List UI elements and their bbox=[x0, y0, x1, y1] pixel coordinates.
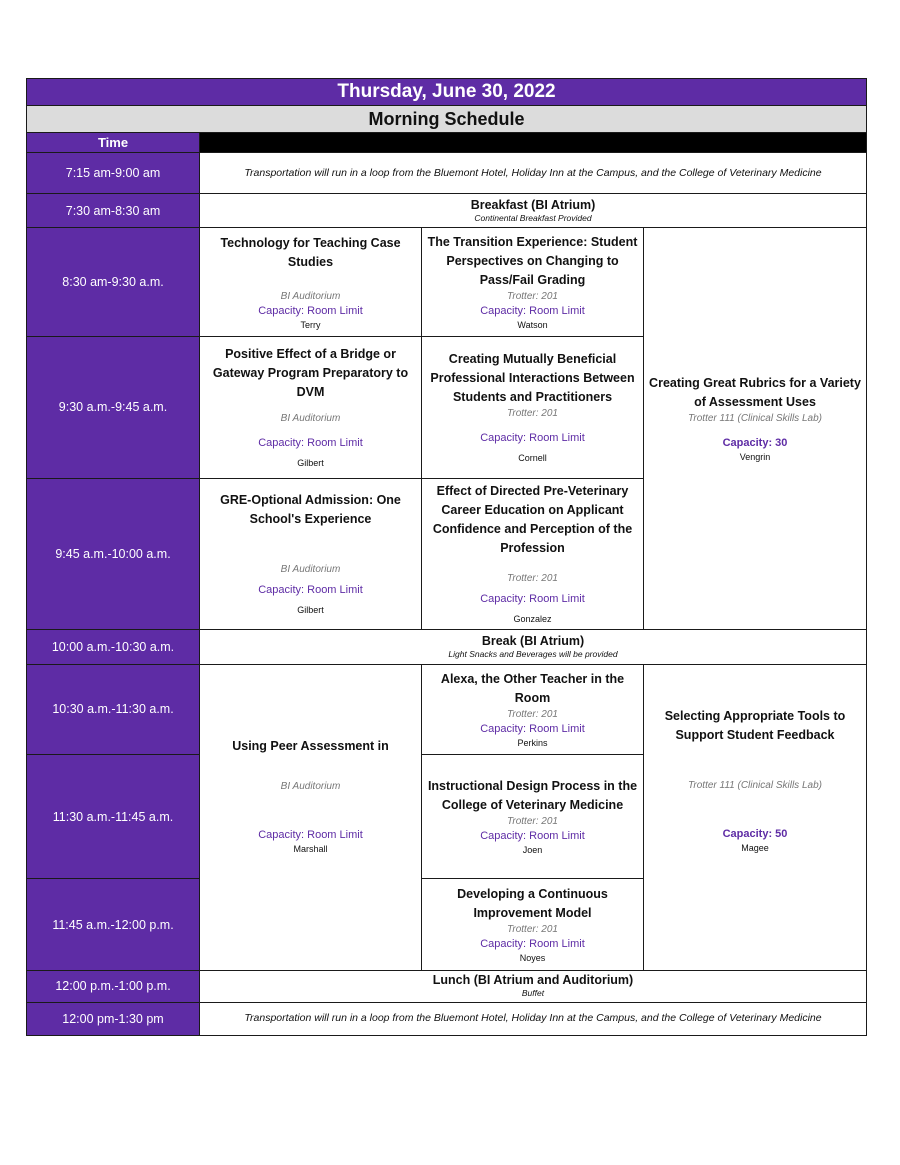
session-location: Trotter 111 (Clinical Skills Lab) bbox=[688, 413, 822, 425]
header-black-bar bbox=[200, 133, 867, 153]
breakfast-cell bbox=[200, 194, 867, 228]
session-capacity: Capacity: Room Limit bbox=[258, 584, 363, 597]
time-slot: 10:30 a.m.-11:30 a.m. bbox=[27, 664, 200, 754]
session-cell bbox=[200, 228, 422, 336]
lunch-subtitle: Buffet bbox=[521, 988, 545, 999]
time-slot: 7:15 am-9:00 am bbox=[27, 153, 200, 194]
session-title: Creating Mutually Beneficial Professional Interactions Between Students and Practitioners bbox=[430, 352, 635, 405]
time-column-header: Time bbox=[27, 133, 200, 153]
session-location: Trotter: 201 bbox=[507, 573, 558, 585]
session-capacity: Capacity: Room Limit bbox=[258, 437, 363, 450]
session-cell bbox=[644, 228, 867, 629]
session-speaker: Noyes bbox=[519, 953, 546, 964]
breakfast-subtitle: Continental Breakfast Provided bbox=[474, 212, 592, 223]
session-location: Trotter: 201 bbox=[507, 408, 558, 420]
session-cell bbox=[422, 228, 644, 336]
schedule-subtitle: Morning Schedule bbox=[27, 106, 867, 133]
session-cell bbox=[422, 479, 644, 629]
session-location: Trotter 111 (Clinical Skills Lab) bbox=[688, 779, 822, 791]
session-location: Trotter: 201 bbox=[507, 291, 558, 303]
session-title: Effect of Directed Pre-Veterinary Career Education on Applicant Confidence and Perception of the Profession bbox=[432, 484, 633, 556]
session-title: Positive Effect of a Bridge or Gateway Program Preparatory to DVM bbox=[212, 347, 409, 400]
time-slot: 12:00 pm-1:30 pm bbox=[27, 1002, 200, 1035]
session-location: BI Auditorium bbox=[280, 290, 341, 302]
session-speaker: Gilbert bbox=[297, 458, 324, 469]
session-location: Trotter: 201 bbox=[507, 708, 558, 720]
session-capacity: Capacity: Room Limit bbox=[480, 432, 585, 445]
session-speaker: Marshall bbox=[293, 843, 328, 854]
session-title: Creating Great Rubrics for a Variety of Assessment Uses bbox=[649, 376, 861, 410]
session-speaker: Vengrin bbox=[739, 452, 771, 463]
lunch-cell bbox=[200, 970, 867, 1002]
session-location: Trotter: 201 bbox=[507, 924, 558, 936]
date-title: Thursday, June 30, 2022 bbox=[27, 79, 867, 106]
breakfast-title: Breakfast (BI Atrium) bbox=[470, 197, 596, 212]
transportation-note: Transportation will run in a loop from the Bluemont Hotel, Holiday Inn at the Campus, and the College of Veterinary Medicine bbox=[200, 153, 867, 194]
time-slot: 11:30 a.m.-11:45 a.m. bbox=[27, 755, 200, 879]
session-location: Trotter: 201 bbox=[507, 816, 558, 828]
session-title: GRE-Optional Admission: One School's Experience bbox=[220, 493, 401, 527]
session-title: Alexa, the Other Teacher in the Room bbox=[440, 671, 625, 705]
session-title: Using Peer Assessment in bbox=[232, 738, 389, 753]
break-cell bbox=[200, 629, 867, 664]
schedule-table bbox=[26, 78, 867, 1036]
break-title: Break (BI Atrium) bbox=[481, 633, 585, 648]
session-capacity: Capacity: Room Limit bbox=[480, 305, 585, 318]
session-location: BI Auditorium bbox=[280, 780, 341, 792]
time-slot: 11:45 a.m.-12:00 p.m. bbox=[27, 879, 200, 970]
session-speaker: Perkins bbox=[517, 737, 548, 748]
session-cell bbox=[422, 879, 644, 970]
session-capacity: Capacity: Room Limit bbox=[480, 593, 585, 606]
session-capacity: Capacity: Room Limit bbox=[258, 828, 363, 841]
lunch-title: Lunch (BI Atrium and Auditorium) bbox=[432, 973, 634, 988]
session-speaker: Terry bbox=[300, 319, 321, 330]
session-capacity: Capacity: Room Limit bbox=[480, 830, 585, 843]
session-location: BI Auditorium bbox=[280, 564, 341, 576]
session-cell bbox=[422, 336, 644, 478]
session-title: Developing a Continuous Improvement Model bbox=[457, 887, 608, 921]
time-slot: 7:30 am-8:30 am bbox=[27, 194, 200, 228]
session-cell bbox=[422, 755, 644, 879]
time-slot: 9:30 a.m.-9:45 a.m. bbox=[27, 336, 200, 478]
session-capacity: Capacity: Room Limit bbox=[480, 938, 585, 951]
session-speaker: Cornell bbox=[518, 453, 547, 464]
session-cell bbox=[200, 664, 422, 970]
session-title: Selecting Appropriate Tools to Support Student Feedback bbox=[664, 708, 846, 742]
session-capacity: Capacity: Room Limit bbox=[258, 304, 363, 317]
session-speaker: Magee bbox=[741, 842, 769, 853]
time-slot: 10:00 a.m.-10:30 a.m. bbox=[27, 629, 200, 664]
session-cell bbox=[644, 664, 867, 970]
session-title: The Transition Experience: Student Perspectives on Changing to Pass/Fail Grading bbox=[427, 235, 638, 288]
session-speaker: Gilbert bbox=[297, 605, 324, 616]
session-speaker: Joen bbox=[522, 845, 543, 856]
time-slot: 9:45 a.m.-10:00 a.m. bbox=[27, 479, 200, 629]
time-slot: 8:30 am-9:30 a.m. bbox=[27, 228, 200, 336]
session-capacity: Capacity: 50 bbox=[722, 827, 788, 840]
session-location: BI Auditorium bbox=[280, 413, 341, 425]
break-subtitle: Light Snacks and Beverages will be provided bbox=[448, 648, 618, 659]
session-speaker: Gonzalez bbox=[513, 614, 552, 625]
time-slot: 12:00 p.m.-1:00 p.m. bbox=[27, 970, 200, 1002]
session-cell bbox=[422, 664, 644, 754]
session-capacity: Capacity: 30 bbox=[722, 437, 788, 450]
transportation-note: Transportation will run in a loop from the Bluemont Hotel, Holiday Inn at the Campus, and the College of Veterinary Medicine bbox=[200, 1002, 867, 1035]
session-title: Instructional Design Process in the College of Veterinary Medicine bbox=[427, 779, 638, 813]
session-capacity: Capacity: Room Limit bbox=[480, 722, 585, 735]
session-cell bbox=[200, 479, 422, 629]
session-title: Technology for Teaching Case Studies bbox=[220, 235, 401, 269]
session-speaker: Watson bbox=[517, 320, 548, 331]
session-cell bbox=[200, 336, 422, 478]
